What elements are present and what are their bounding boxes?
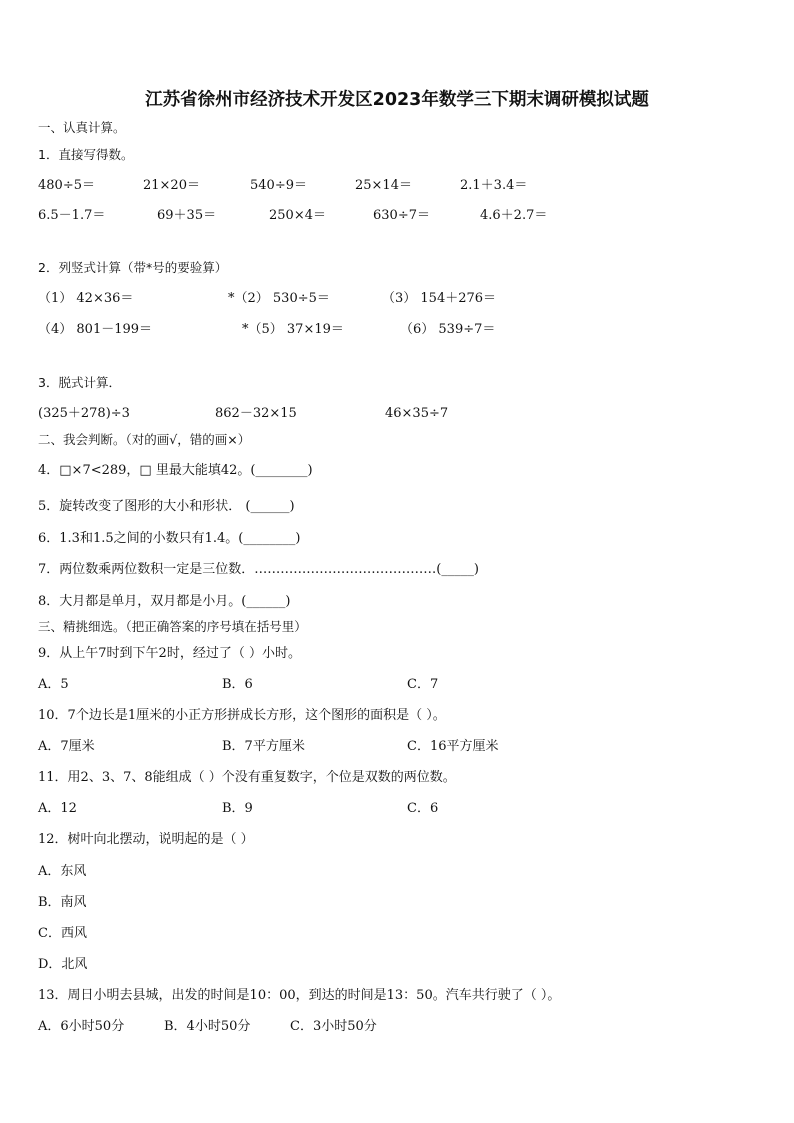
q10-option: A．7厘米 [38,739,95,754]
q12-option: C．西风 [38,926,87,941]
judge-item: 5．旋转改变了图形的大小和形状． (______) [38,499,295,514]
q1-item: 69＋35＝ [157,208,217,223]
q11-option: B．9 [222,801,253,816]
section-heading-judgement: 二、我会判断。（对的画√，错的画×） [38,432,251,447]
q11-stem: 11．用2、3、7、8能组成（ ）个没有重复数字，个位是双数的两位数。 [38,770,456,785]
section-heading-calculation: 一、认真计算。 [38,120,126,135]
q9-stem: 9．从上午7时到下午2时，经过了（ ）小时。 [38,646,301,661]
judge-item: 8．大月都是单月，双月都是小月。(______) [38,594,291,609]
q2-item: *（5） 37×19＝ [242,322,344,337]
judge-item: 7．两位数乘两位数积一定是三位数．……………………………………(_____) [38,562,479,577]
q12-stem: 12．树叶向北摆动，说明起的是（ ） [38,832,254,847]
q3-item: 46×35÷7 [385,406,449,421]
q10-option: C．16平方厘米 [407,739,499,754]
q9-option: B．6 [222,677,253,692]
q11-option: A．12 [38,801,77,816]
q2-stem: 2．列竖式计算（带*号的要验算） [38,260,228,275]
q1-item: 4.6＋2.7＝ [480,208,548,223]
q12-option: D．北风 [38,957,88,972]
q2-item: （6） 539÷7＝ [400,322,496,337]
q1-item: 540÷9＝ [250,178,307,193]
q13-option: C．3小时50分 [290,1019,377,1034]
q1-item: 250×4＝ [269,208,326,223]
section-heading-choice: 三、精挑细选。（把正确答案的序号填在括号里） [38,619,307,634]
q1-item: 25×14＝ [355,178,412,193]
q12-option: B．南风 [38,895,87,910]
q13-option: B．4小时50分 [164,1019,251,1034]
judge-item: 6．1.3和1.5之间的小数只有1.4。(________) [38,531,301,546]
q1-item: 630÷7＝ [373,208,430,223]
q2-item: *（2） 530÷5＝ [228,291,330,306]
q13-option: A．6小时50分 [38,1019,125,1034]
q2-item: （3） 154＋276＝ [382,291,497,306]
q10-stem: 10．7个边长是1厘米的小正方形拼成长方形，这个图形的面积是（ ）。 [38,708,446,723]
q2-item: （4） 801－199＝ [38,322,153,337]
q11-option: C．6 [407,801,439,816]
q3-item: (325＋278)÷3 [38,406,130,421]
q2-item: （1） 42×36＝ [38,291,134,306]
page-title: 江苏省徐州市经济技术开发区2023年数学三下期末调研模拟试题 [145,90,649,110]
q1-stem: 1．直接写得数。 [38,147,134,162]
q1-item: 6.5－1.7＝ [38,208,106,223]
q13-stem: 13．周日小明去县城，出发的时间是10：00，到达的时间是13：50。汽车共行驶了（ ）。 [38,988,561,1003]
q12-option: A．东风 [38,864,87,879]
judge-item: 4．□×7<289，□ 里最大能填42。(________) [38,463,313,478]
q9-option: C．7 [407,677,439,692]
q1-item: 2.1＋3.4＝ [460,178,528,193]
q1-item: 480÷5＝ [38,178,95,193]
q3-stem: 3．脱式计算． [38,375,121,390]
q10-option: B．7平方厘米 [222,739,305,754]
q9-option: A．5 [38,677,69,692]
q3-item: 862－32×15 [215,406,297,421]
q1-item: 21×20＝ [143,178,200,193]
